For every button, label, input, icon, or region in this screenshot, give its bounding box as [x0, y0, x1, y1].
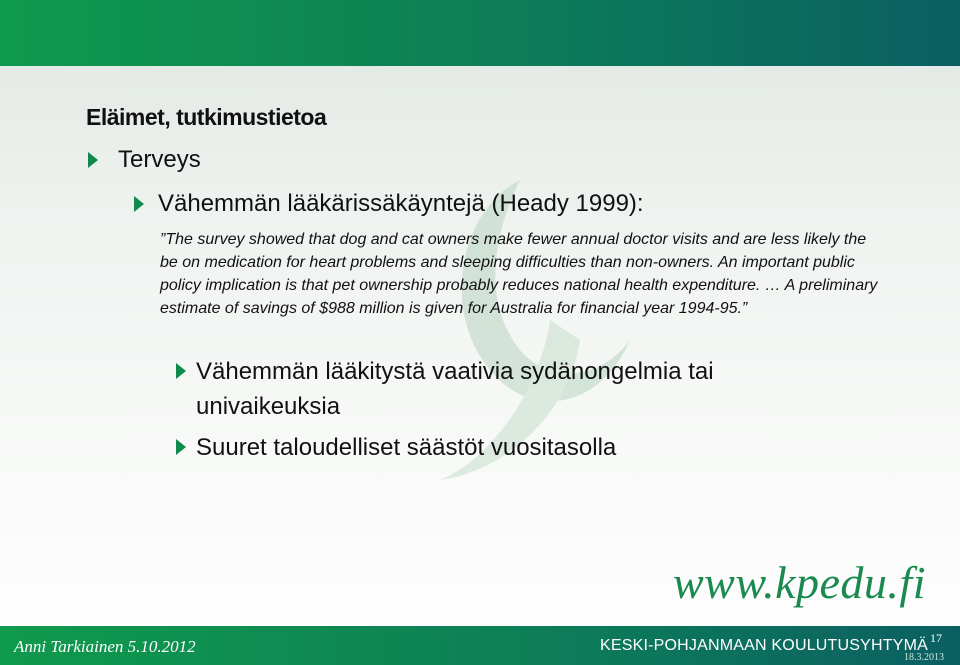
footer-date: 18.3.2013: [904, 652, 944, 663]
bullet-savings: [176, 430, 616, 465]
bullet-text: Vähemmän lääkärissäkäyntejä (Heady 1999):: [158, 190, 644, 217]
header-bar: [0, 0, 960, 66]
footer-organization: KESKI-POHJANMAAN KOULUTUSYHTYMÄ: [600, 637, 929, 654]
bullet-medication: [176, 354, 836, 424]
bullet-doctor-visits: [134, 190, 644, 218]
bullet-arrow-icon: [134, 196, 144, 212]
bullet-arrow-icon: [176, 363, 186, 379]
website-link[interactable]: www.kpedu.fi: [672, 557, 926, 608]
bullet-arrow-icon: [88, 152, 98, 168]
study-quote: ”The survey showed that dog and cat owners make fewer annual doctor visits and are less likely the be on medication for heart problems and sleeping difficulties than non-owners. An important public policy implication is that pet ownership probably reduces national health expenditure. … A preliminary estimate of savings of $988 million is given for Australia for financial year 1994-95.”: [160, 231, 878, 317]
slide-title: Eläimet, tutkimustietoa: [86, 104, 327, 130]
bullet-text: Suuret taloudelliset säästöt vuositasolla: [196, 434, 617, 461]
bullet-text: Vähemmän lääkitystä vaativia sydänongelmia tai univaikeuksia: [196, 358, 714, 420]
bullet-arrow-icon: [176, 439, 186, 455]
bullet-terveys: [88, 146, 201, 174]
page-number: 17: [930, 631, 942, 645]
footer-author: Anni Tarkiainen 5.10.2012: [14, 637, 196, 656]
bullet-text: Terveys: [118, 146, 201, 173]
